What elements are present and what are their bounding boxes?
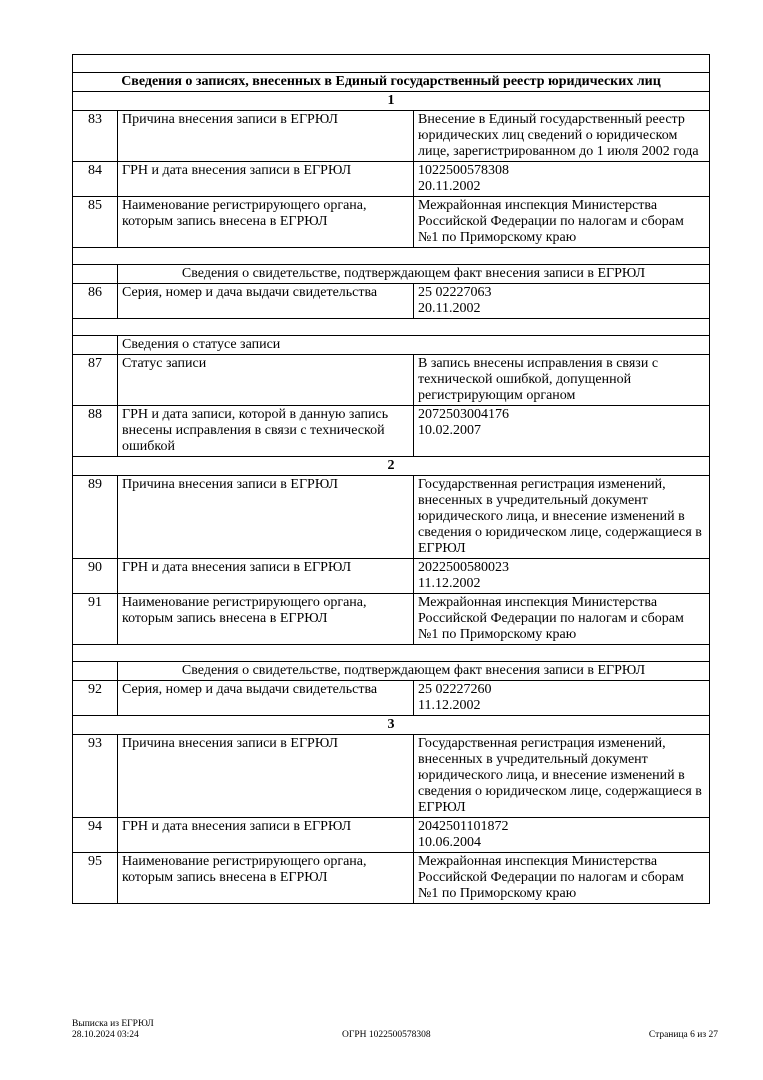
table-row <box>73 559 710 594</box>
row-label: Причина внесения записи в ЕГРЮЛ <box>118 111 414 162</box>
certificate-heading: Сведения о свидетельстве, подтверждающем факт внесения записи в ЕГРЮЛ <box>118 662 710 681</box>
row-label: Серия, номер и дача выдачи свидетельства <box>118 284 414 319</box>
group-number-row <box>73 457 710 476</box>
section-title: Сведения о записях, внесенных в Единый государственный реестр юридических лиц <box>73 73 710 92</box>
section-title-row <box>73 73 710 92</box>
row-value: 25 02227260 11.12.2002 <box>414 681 710 716</box>
row-number: 92 <box>73 681 118 716</box>
row-label: Наименование регистрирующего органа, которым запись внесена в ЕГРЮЛ <box>118 594 414 645</box>
certificate-heading: Сведения о свидетельстве, подтверждающем факт внесения записи в ЕГРЮЛ <box>118 265 710 284</box>
row-number: 89 <box>73 476 118 559</box>
footer-ogrn: ОГРН 1022500578308 <box>342 1030 431 1040</box>
table-row <box>73 111 710 162</box>
group-number: 3 <box>73 716 710 735</box>
group-number: 2 <box>73 457 710 476</box>
row-number: 86 <box>73 284 118 319</box>
footer-page-number: Страница 6 из 27 <box>648 1030 718 1040</box>
table-row <box>73 853 710 904</box>
table-row <box>73 355 710 406</box>
footer-document-info: Выписка из ЕГРЮЛ 28.10.2024 03:24 <box>72 1019 154 1040</box>
table-blank-row <box>73 55 710 73</box>
table-row <box>73 681 710 716</box>
status-heading-row <box>73 336 710 355</box>
row-value: 2072503004176 10.02.2007 <box>414 406 710 457</box>
row-label: ГРН и дата внесения записи в ЕГРЮЛ <box>118 162 414 197</box>
row-label: Наименование регистрирующего органа, которым запись внесена в ЕГРЮЛ <box>118 197 414 248</box>
certificate-heading-row <box>73 662 710 681</box>
row-number: 95 <box>73 853 118 904</box>
row-label: ГРН и дата внесения записи в ЕГРЮЛ <box>118 559 414 594</box>
row-value: Межрайонная инспекция Министерства Российской Федерации по налогам и сборам №1 по Приморскому краю <box>414 197 710 248</box>
table-row <box>73 818 710 853</box>
row-label: Причина внесения записи в ЕГРЮЛ <box>118 735 414 818</box>
row-value: Межрайонная инспекция Министерства Российской Федерации по налогам и сборам №1 по Приморскому краю <box>414 853 710 904</box>
row-number: 94 <box>73 818 118 853</box>
table-row <box>73 406 710 457</box>
row-number: 87 <box>73 355 118 406</box>
row-value: 2042501101872 10.06.2004 <box>414 818 710 853</box>
row-number: 90 <box>73 559 118 594</box>
egrul-records-table <box>72 54 710 904</box>
row-number: 93 <box>73 735 118 818</box>
row-value: Внесение в Единый государственный реестр юридических лиц сведений о юридическом лице, зарегистрированном до 1 июля 2002 года <box>414 111 710 162</box>
row-label: ГРН и дата внесения записи в ЕГРЮЛ <box>118 818 414 853</box>
document-page <box>72 54 709 904</box>
row-label: Серия, номер и дача выдачи свидетельства <box>118 681 414 716</box>
group-number: 1 <box>73 92 710 111</box>
row-number: 91 <box>73 594 118 645</box>
row-label: Наименование регистрирующего органа, которым запись внесена в ЕГРЮЛ <box>118 853 414 904</box>
row-number: 85 <box>73 197 118 248</box>
row-value: 2022500580023 11.12.2002 <box>414 559 710 594</box>
table-blank-row <box>73 645 710 662</box>
row-label: Причина внесения записи в ЕГРЮЛ <box>118 476 414 559</box>
row-number: 84 <box>73 162 118 197</box>
row-value: 1022500578308 20.11.2002 <box>414 162 710 197</box>
table-row <box>73 476 710 559</box>
table-row <box>73 735 710 818</box>
certificate-heading-row <box>73 265 710 284</box>
row-label: ГРН и дата записи, которой в данную запись внесены исправления в связи с технической ошибкой <box>118 406 414 457</box>
row-value: Межрайонная инспекция Министерства Российской Федерации по налогам и сборам №1 по Приморскому краю <box>414 594 710 645</box>
row-value: 25 02227063 20.11.2002 <box>414 284 710 319</box>
row-value: В запись внесены исправления в связи с технической ошибкой, допущенной регистрирующим органом <box>414 355 710 406</box>
table-row <box>73 197 710 248</box>
row-number: 88 <box>73 406 118 457</box>
row-value: Государственная регистрация изменений, внесенных в учредительный документ юридического лица, и внесение изменений в сведения о юридическом лице, содержащиеся в ЕГРЮЛ <box>414 476 710 559</box>
row-value: Государственная регистрация изменений, внесенных в учредительный документ юридического лица, и внесение изменений в сведения о юридическом лице, содержащиеся в ЕГРЮЛ <box>414 735 710 818</box>
row-label: Статус записи <box>118 355 414 406</box>
row-number: 83 <box>73 111 118 162</box>
status-heading: Сведения о статусе записи <box>118 336 710 355</box>
table-row <box>73 162 710 197</box>
table-row <box>73 284 710 319</box>
group-number-row <box>73 716 710 735</box>
group-number-row <box>73 92 710 111</box>
table-row <box>73 594 710 645</box>
table-blank-row <box>73 319 710 336</box>
table-blank-row <box>73 248 710 265</box>
